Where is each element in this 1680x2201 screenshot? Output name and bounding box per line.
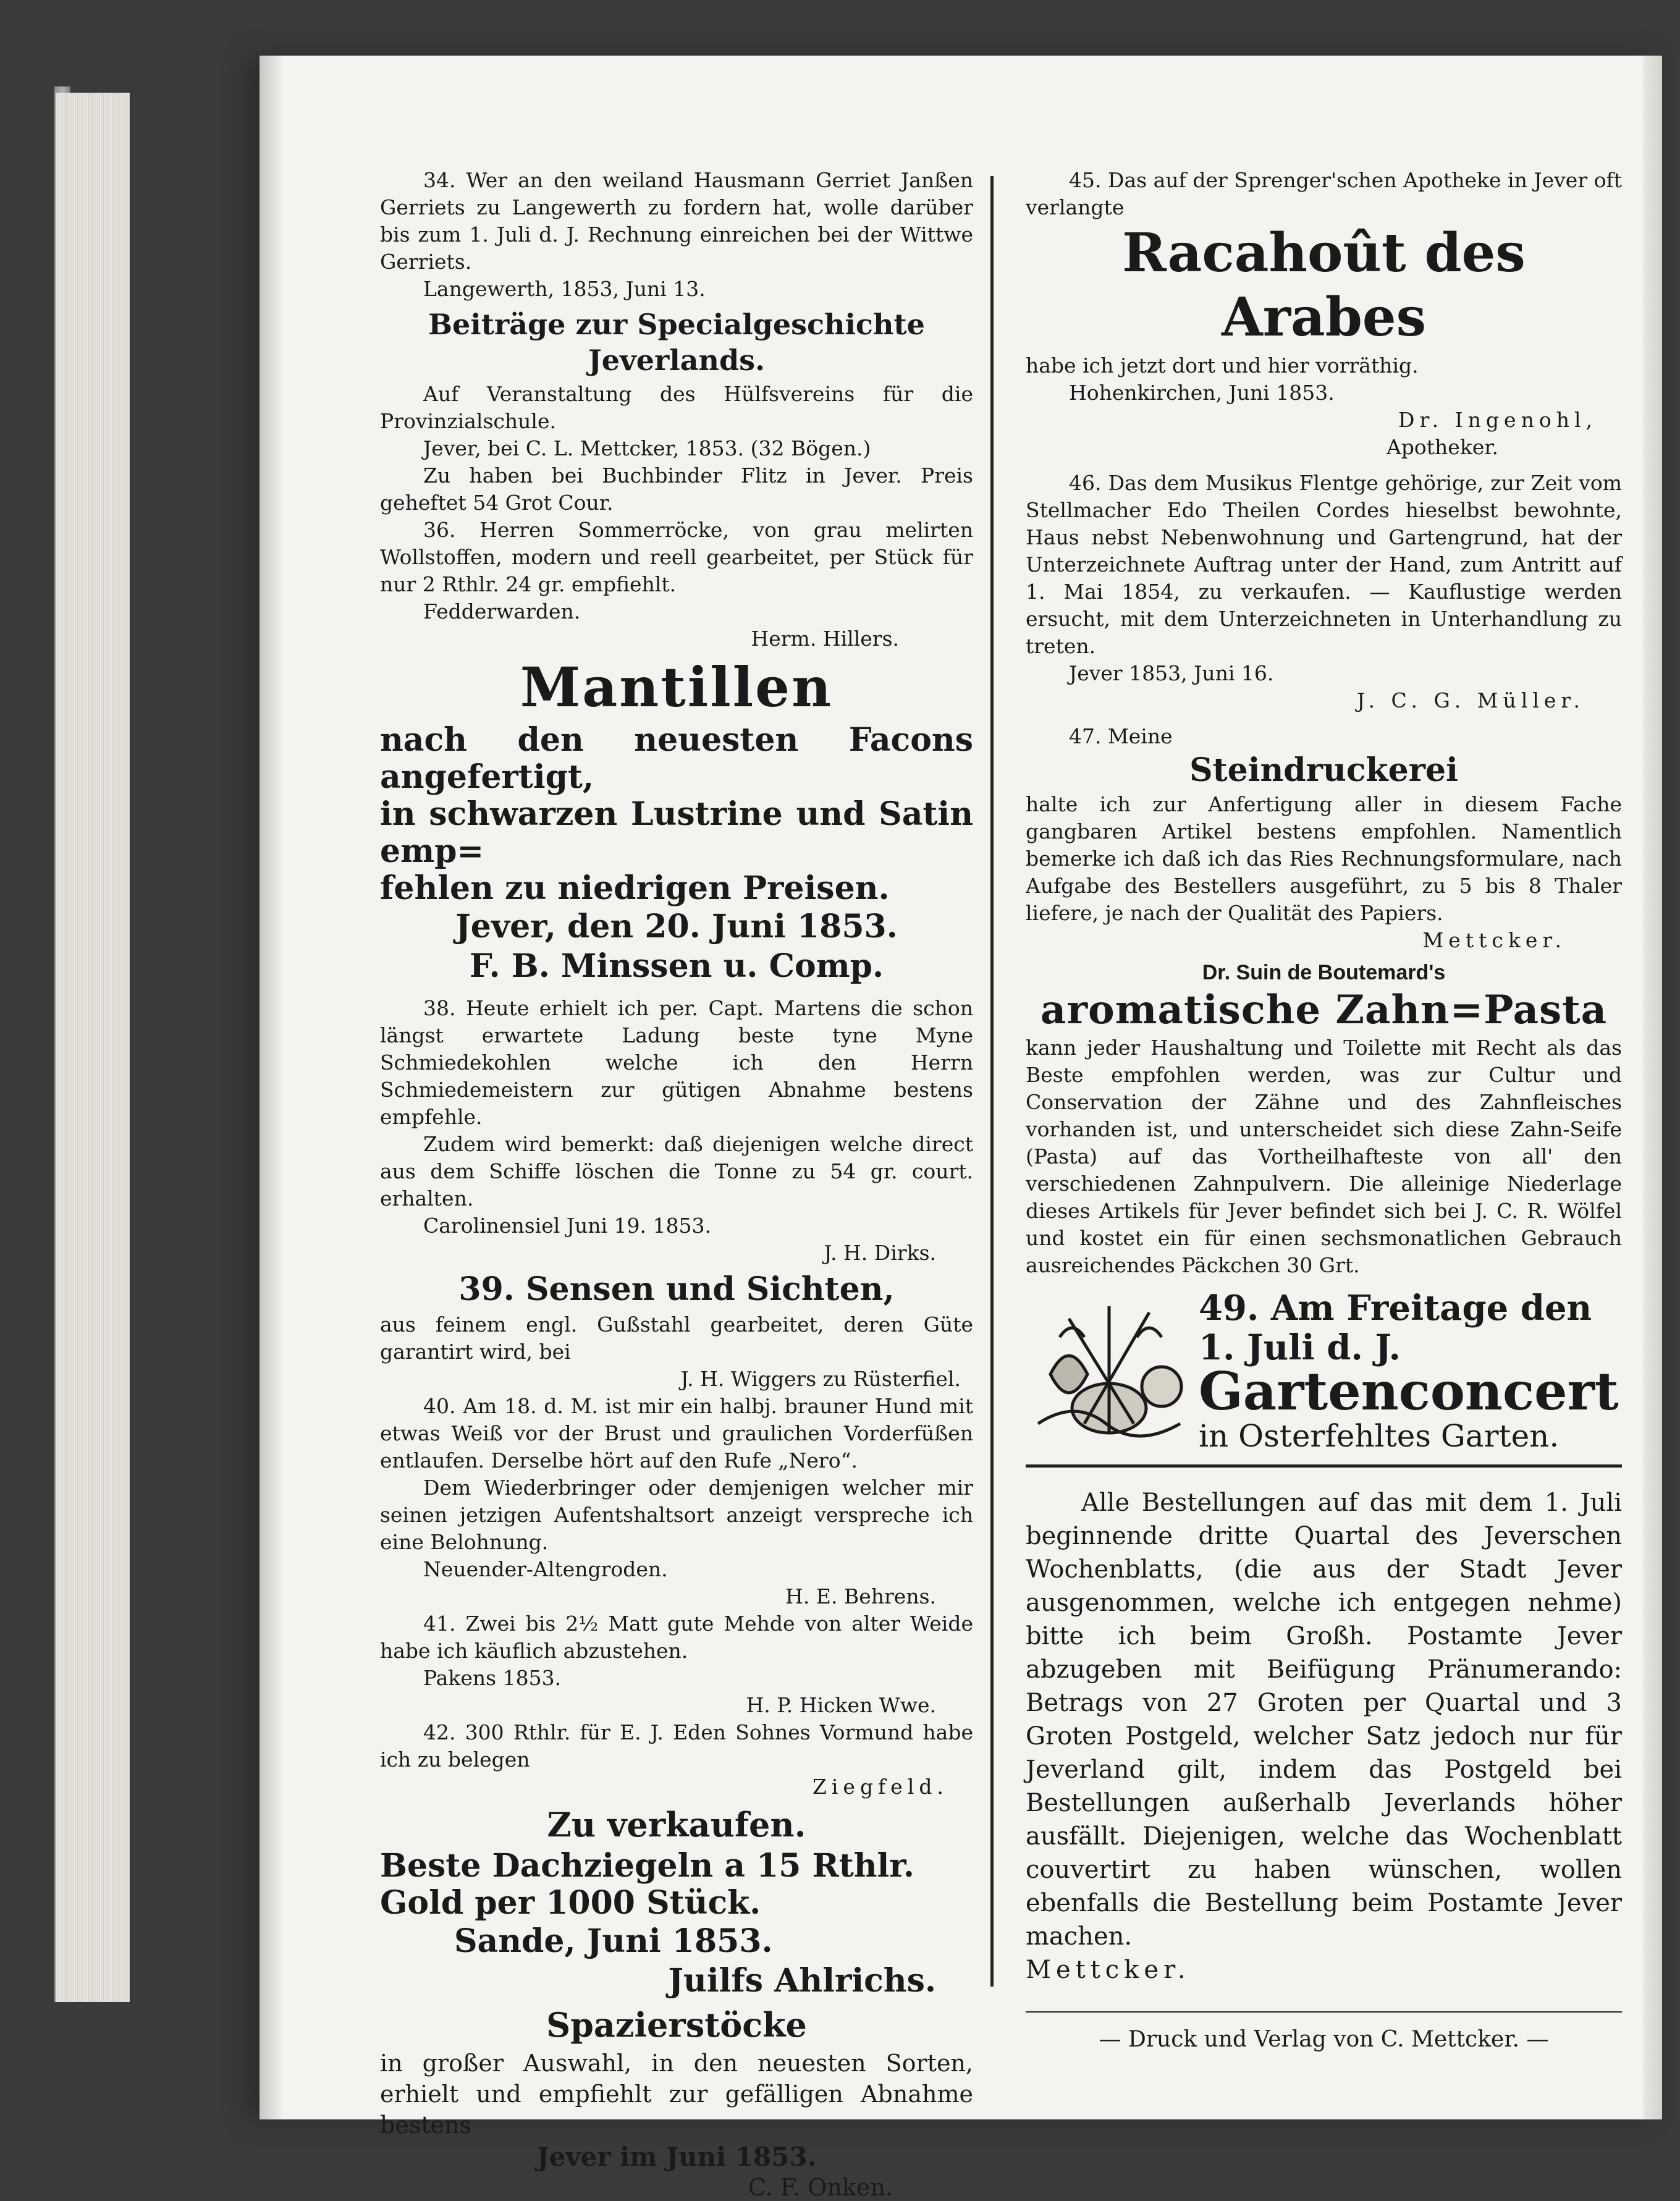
ad-43-line3: Sande, Juni 1853. bbox=[454, 1922, 773, 1960]
ad-39-title: 39. Sensen und Sichten, bbox=[458, 1270, 895, 1308]
ad-49-title: Gartenconcert bbox=[1199, 1361, 1619, 1422]
ad-49-line2: 1. Juli d. J. bbox=[1199, 1327, 1401, 1368]
ad-35-line1: Auf Veranstaltung des Hülfsvereins für die Provinzialschule. bbox=[380, 382, 973, 433]
ad-49-line1: 49. Am Freitage den bbox=[1199, 1288, 1592, 1329]
ad-48-text: kann jeder Haushaltung und Toilette mit Recht als das Beste empfohlen werden, was zur Cultur und Conservation der Zähne und des Zahnfleisches vorhanden ist, und unterscheidet sich diese Zahn-Seife (Pasta) auf das Vortheilhafteste von all' den verschiedenen Zahnpulvern. Die alleinige Niederlage dieses Artikels für Jever befindet sich bei J. C. R. Wölfel und kostet ein für einen sechsmonatlichen Gebrauch ausreichendes Päckchen 30 Grt. bbox=[1026, 1036, 1622, 1277]
ad-44-signature: C. F. Onken. bbox=[748, 2174, 893, 2201]
subscription-notice-signature: Mettcker. bbox=[1026, 1956, 1191, 1984]
ad-47-line1: 47. Meine bbox=[1069, 724, 1173, 748]
music-instruments-icon bbox=[1026, 1300, 1192, 1442]
ad-40-text2: Dem Wiederbringer oder demjenigen welcher mir seinen jetzigen Aufentshaltsort anzeigt verspreche ich eine Belohnung. bbox=[380, 1476, 973, 1554]
ad-41-signature: H. P. Hicken Wwe. bbox=[746, 1693, 936, 1717]
ad-48-title: aromatische Zahn=Pasta bbox=[1040, 987, 1608, 1033]
right-column bbox=[1026, 167, 1622, 2053]
subscription-notice: Alle Bestellungen auf das mit dem 1. Juli beginnende dritte Quartal des Jeverschen Wochenblatts, (die aus der Stadt Jever ausgenommen, welche ich entgegen nehme) bitte ich beim Großh. Postamte Jever abzugeben mit Beifügung Pränumerando: Betrags von 27 Groten per Quartal und 3 Groten Postgeld, welcher Satz jedoch nur für Jeverland gilt, indem das Postgeld bei Bestellungen außerhalb Jeverlands höher ausfällt. Diejenigen, welche das Wochenblatt couvertirt zu haben wünschen, wollen ebenfalls die Bestellung beim Postamte Jever machen. bbox=[1026, 1489, 1622, 1951]
ad-45-title: Racahoût des Arabes bbox=[1122, 222, 1526, 349]
ad-37-line3: fehlen zu niedrigen Preisen. bbox=[380, 869, 890, 907]
ad-47-text: halte ich zur Anfertigung aller in diesem Fache gangbaren Artikel bestens empfohlen. Namentlich bemerke ich daß ich das Ries Rechnungsformulare, nach Aufgabe des Bestellers ausgeführt, zu 5 bis 8 Thaler liefere, je nach der Qualität des Papiers. bbox=[1026, 792, 1622, 925]
ad-49-block bbox=[1026, 1288, 1622, 1454]
ad-43-line2: Gold per 1000 Stück. bbox=[380, 1884, 761, 1922]
ad-36-place: Fedderwarden. bbox=[423, 599, 581, 623]
ad-34-place: Langewerth, 1853, Juni 13. bbox=[423, 277, 706, 301]
gutter-shadow bbox=[260, 56, 284, 2119]
column-divider bbox=[990, 176, 994, 1987]
ad-45-line1: 45. Das auf der Sprenger'schen Apotheke in Jever oft verlangte bbox=[1026, 168, 1622, 219]
ad-38-place: Carolinensiel Juni 19. 1853. bbox=[423, 1214, 711, 1238]
ad-42-signature: Ziegfeld. bbox=[812, 1775, 948, 1799]
ad-46-place: Jever 1853, Juni 16. bbox=[1069, 661, 1274, 685]
footer-rule bbox=[1026, 2011, 1622, 2013]
ad-47-title: Steindruckerei bbox=[1189, 751, 1458, 789]
ad-43-title: Zu verkaufen. bbox=[547, 1805, 806, 1844]
ad-37-line2: in schwarzen Lustrine und Satin emp= bbox=[380, 795, 973, 870]
page-right-edge bbox=[1644, 56, 1662, 2119]
ad-40-text1: 40. Am 18. d. M. ist mir ein halbj. brauner Hund mit etwas Weiß vor der Brust und graulichen Vorderfüßen entlaufen. Derselbe hört auf den Rufe „Nero“. bbox=[380, 1394, 973, 1472]
ad-38-text1: 38. Heute erhielt ich per. Capt. Martens die schon längst erwartete Ladung beste tyne Myne Schmiedekohlen welche ich den Herrn Schmiedemeistern zur gütigen Abnahme bestens empfehle. bbox=[380, 996, 973, 1129]
ad-37-signature: F. B. Minssen u. Comp. bbox=[469, 947, 884, 985]
left-column bbox=[380, 167, 973, 2201]
ad-45-title-line: Apotheker. bbox=[1386, 435, 1498, 459]
ad-49-line3: in Osterfehltes Garten. bbox=[1199, 1418, 1560, 1454]
ad-46-text: 46. Das dem Musikus Flentge gehörige, zur Zeit vom Stellmacher Edo Theilen Cordes hieselbst bewohnte, Haus nebst Nebenwohnung und Gartengrund, hat der Unterzeichnete Auftrag unter der Hand, zum Antritt auf 1. Mai 1854, zu verkaufen. — Kauflustige werden ersucht, mit dem Unterzeichneten in Unterhandlung zu treten. bbox=[1026, 471, 1622, 658]
ad-44-title: Spazierstöcke bbox=[546, 2005, 807, 2045]
ad-40-place: Neuender-Altengroden. bbox=[423, 1557, 668, 1581]
ad-37-line1: nach den neuesten Facons angefertigt, bbox=[380, 721, 973, 796]
ad-41-place: Pakens 1853. bbox=[423, 1666, 562, 1690]
ad-39-signature: J. H. Wiggers zu Rüsterfiel. bbox=[680, 1367, 961, 1391]
section-rule bbox=[1026, 1464, 1622, 1468]
ad-35-line2: Jever, bei C. L. Mettcker, 1853. (32 Bögen.) bbox=[423, 436, 871, 460]
ad-43-line1: Beste Dachziegeln a 15 Rthlr. bbox=[380, 1847, 915, 1885]
ad-48-line1: Dr. Suin de Boutemard's bbox=[1202, 961, 1446, 984]
ad-35-title: Beiträge zur Specialgeschichte Jeverlands. bbox=[428, 308, 925, 377]
ad-41-text: 41. Zwei bis 2½ Matt gute Mehde von alter Weide habe ich käuflich abzustehen. bbox=[380, 1612, 973, 1663]
imprint-footer: — Druck und Verlag von C. Mettcker. — bbox=[1099, 2027, 1549, 2052]
ad-44-place: Jever im Juni 1853. bbox=[536, 2142, 817, 2172]
ad-39-text: aus feinem engl. Gußstahl gearbeitet, deren Güte garantirt wird, bei bbox=[380, 1312, 973, 1364]
ad-46-signature: J. C. G. Müller. bbox=[1356, 688, 1585, 712]
ad-40-signature: H. E. Behrens. bbox=[785, 1584, 936, 1608]
ad-36-signature: Herm. Hillers. bbox=[751, 627, 899, 651]
ad-37-title: Mantillen bbox=[520, 655, 834, 719]
ad-45-line2: habe ich jetzt dort und hier vorräthig. bbox=[1026, 353, 1419, 378]
page-stack-edge bbox=[56, 93, 130, 2002]
ad-42-text: 42. 300 Rthlr. für E. J. Eden Sohnes Vormund habe ich zu belegen bbox=[380, 1720, 973, 1772]
ad-43-signature: Juilfs Ahlrichs. bbox=[668, 1962, 936, 2000]
ad-37-line4: Jever, den 20. Juni 1853. bbox=[455, 908, 898, 945]
ad-47-signature: Mettcker. bbox=[1422, 928, 1566, 952]
ad-38-signature: J. H. Dirks. bbox=[824, 1241, 936, 1265]
ad-38-text2: Zudem wird bemerkt: daß diejenigen welche direct aus dem Schiffe löschen die Tonne zu 54 gr. court. erhalten. bbox=[380, 1132, 973, 1210]
ad-35-line3: Zu haben bei Buchbinder Flitz in Jever. Preis geheftet 54 Grot Cour. bbox=[380, 463, 973, 515]
ad-36-text: 36. Herren Sommerröcke, von grau melirten Wollstoffen, modern und reell gearbeitet, per Stück für nur 2 Rthlr. 24 gr. empfiehlt. bbox=[380, 518, 973, 596]
ad-44-text: in großer Auswahl, in den neuesten Sorten, erhielt und empfiehlt zur gefälligen Abnahme bestens bbox=[380, 2050, 973, 2139]
ad-45-signature: Dr. Ingenohl, bbox=[1398, 408, 1597, 432]
ad-45-place: Hohenkirchen, Juni 1853. bbox=[1069, 381, 1335, 405]
ad-34-text: 34. Wer an den weiland Hausmann Gerriet Janßen Gerriets zu Langewerth zu fordern hat, wolle darüber bis zum 1. Juli d. J. Rechnung einreichen bei der Wittwe Gerriets. bbox=[380, 168, 973, 274]
